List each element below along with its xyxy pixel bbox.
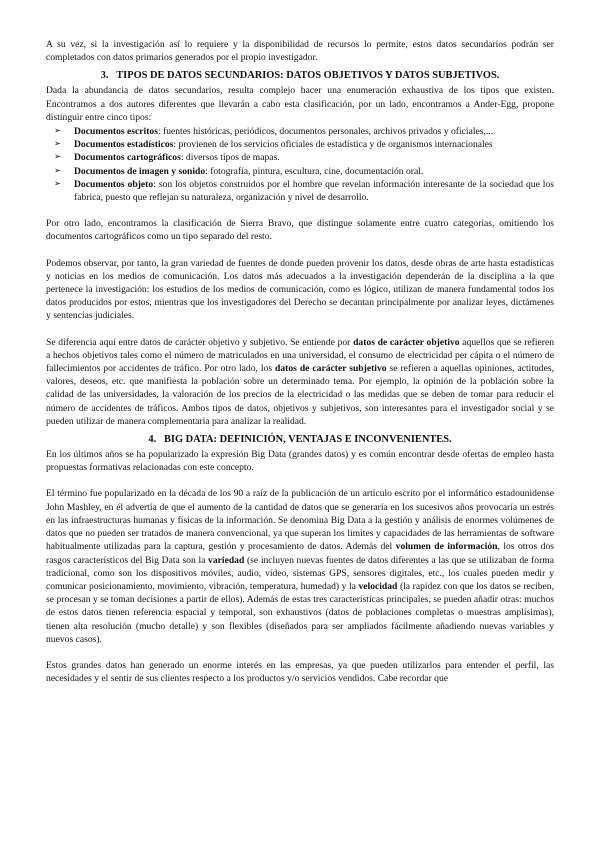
section-3-paragraph-2: Por otro lado, encontramos la clasificación de Sierra Bravo, que distingue solamente entre cuatro categorías, omitiendo los documentos cartográficos como un tipo separado del resto. <box>46 218 554 243</box>
section-3-title: TIPOS DE DATOS SECUNDARIOS: DATOS OBJETIVOS Y DATOS SUBJETIVOS. <box>116 70 500 82</box>
section-3-paragraph-3: Podemos observar, por tanto, la gran variedad de fuentes de donde pueden provenir los datos, desde obras de arte hasta estadísticas y noticias en los medios de comunicación. Los datos más adecuados a la investigación dependerán de la disciplina a la que pertenece la investigación: los estudios de los medios de comunicación, como es lógico, utilizan de manera fundamental todos los datos producidos por estos, mientras que los investigadores del Derecho se decantan principalmente por analizar leyes, dictámenes y sentencias judiciales. <box>46 257 554 322</box>
list-item-text: : fotografía, pintura, escultura, cine, documentación oral. <box>205 165 424 177</box>
arrow-bullet-icon: ➢ <box>54 178 62 189</box>
bold-term-variety: variedad <box>208 554 245 566</box>
section-4-paragraph-3: Estos grandes datos han generado un enorme interés en las empresas, ya que pueden utilizarlos para entender el perfil, las necesidades y el sentir de sus clientes respecto a los productos y/o servicios vendidos. Cabe recordar que <box>46 659 554 685</box>
list-item-term: Documentos de imagen y sonido <box>74 165 206 177</box>
bold-term-volume: volumen de información <box>395 541 498 553</box>
arrow-bullet-icon: ➢ <box>54 165 62 176</box>
text-run: (se incluyen nuevas fuentes de datos diferentes a las que se utilizaban de forma tradicional, como son los dispositivos móviles, audio, vídeo, sistemas GPS, sensores digitales, etc., los cuales pueden medir y comunicar posicionamiento, movimiento, vibración, temperatura, humedad) y la <box>46 554 554 592</box>
list-item <box>46 138 554 151</box>
list-item-term: Documentos objeto <box>74 178 154 190</box>
text-run: , los otros dos rasgos característicos del Big Data son la <box>46 541 554 566</box>
bold-term-velocity: velocidad <box>358 580 398 592</box>
paragraph-spacer <box>46 323 554 336</box>
section-4-paragraph-2 <box>46 487 554 645</box>
list-item-text: : provienen de los servicios oficiales de estadística y de organismos internacionales <box>173 139 493 151</box>
list-item <box>46 178 554 204</box>
bold-term-objective-data: datos de carácter objetivo <box>353 336 460 348</box>
intro-paragraph: A su vez, si la investigación así lo requiere y la disponibilidad de recursos lo permite, estos datos secundarios podrán ser completados con datos primarios generados por el propio investigador. <box>46 39 554 64</box>
list-item-text: : son los objetos construidos por el hombre que revelan información interesante de la sociedad que los fabrica, puesto que reflejan su naturaleza, organización y nivel de desarrollo. <box>74 178 555 204</box>
arrow-bullet-icon: ➢ <box>54 126 62 137</box>
list-item <box>46 151 554 164</box>
paragraph-spacer <box>46 474 554 487</box>
text-run: (la rapidez con que los datos se reciben, se procesan y se toman decisiones a partir de ellos). Además de estas tres características principales, se pueden añadir otras: muchos de estos datos tienen referencia espacial y temporal, son exhaustivos (datos de poblaciones completas o muestras amplísimas), tienen alta resolución (mucho detalle) y son flexibles (diseñados para ser ampliados fácilmente añadiendo nuevas variables y nuevos casos). <box>46 580 554 645</box>
list-item-term: Documentos cartográficos <box>74 152 181 164</box>
arrow-bullet-icon: ➢ <box>54 152 62 163</box>
text-run: Se diferencia aquí entre datos de carácter objetivo y subjetivo. Se entiende por <box>46 336 354 348</box>
list-item <box>46 125 554 138</box>
section-4-title: BIG DATA: DEFINICIÓN, VENTAJAS E INCONVENIENTES. <box>163 434 452 446</box>
section-3-number: 3. <box>100 70 109 82</box>
text-run: aquellos que se refieren a hechos objetivos tales como el número de matriculados en una universidad, el consumo de electricidad per cápita o el número de fallecimientos por accidentes de tráfico. Por otro lado, los <box>46 336 555 375</box>
list-item-text: : diversos tipos de mapas. <box>180 152 280 164</box>
section-4-heading <box>46 428 554 448</box>
section-4-paragraph-1: En los últimos años se ha popularizado la expresión Big Data (grandes datos) y es común encontrar desde ofertas de empleo hasta propuestas formativas relacionadas con este concepto. <box>46 449 554 474</box>
list-item-term: Documentos estadísticos <box>74 139 174 151</box>
text-run: El término fue popularizado en la década de los 90 a raíz de la publicación de un artículo escrito por el informático estadounidense John Mashley, en él advertía de que el aumento de la cantidad de datos que se generaría en los sucesivos años provocaría un estrés en las infraestructuras humanas y físicas de la información. Se denomina Big Data a la gestión y análisis de enormes volúmenes de datos que no pueden ser tratados de manera convencional, ya que superan los límites y capacidades de las herramientas de software habitualmente utilizadas para la captura, gestión y procesamiento de datos. Además del <box>46 488 554 553</box>
paragraph-spacer <box>46 244 554 257</box>
document-types-list <box>46 125 554 204</box>
section-3-paragraph-1: Dada la abundancia de datos secundarios, resulta complejo hacer una enumeración exhaustiva de los tipos que existen. Encontramos a dos autores diferentes que llevarán a cabo esta clasificación, por un lado, encontramos a Ander-Egg, propone distinguir entre cinco tipos: <box>46 85 554 123</box>
section-4-number: 4. <box>148 434 157 446</box>
list-item <box>46 165 554 178</box>
paragraph-spacer <box>46 646 554 659</box>
paragraph-spacer <box>46 204 554 217</box>
text-run: se refieren a aquellas opiniones, actitudes, valores, deseos, etc. que manifiesta la población sobre un determinado tema. Por ejemplo, la opinión de la población sobre la calidad de las universidades, la valoración de los precios de la electricidad o las medidas que se deben de tomar para reducir el número de accidentes de tráficos. Ambos tipos de datos, objetivos y subjetivos, son interesantes para el investigador social y se pueden utilizar de manera complementaria para analizar la realidad. <box>46 363 554 427</box>
list-item-text: : fuentes históricas, periódicos, documentos personales, archivos privados y oficiales,... <box>157 126 494 138</box>
list-item-term: Documentos escritos <box>74 126 158 138</box>
arrow-bullet-icon: ➢ <box>54 139 62 150</box>
section-3-paragraph-4 <box>46 336 554 428</box>
bold-term-subjective-data: datos de carácter subjetivo <box>275 363 387 375</box>
section-3-heading <box>46 64 554 84</box>
